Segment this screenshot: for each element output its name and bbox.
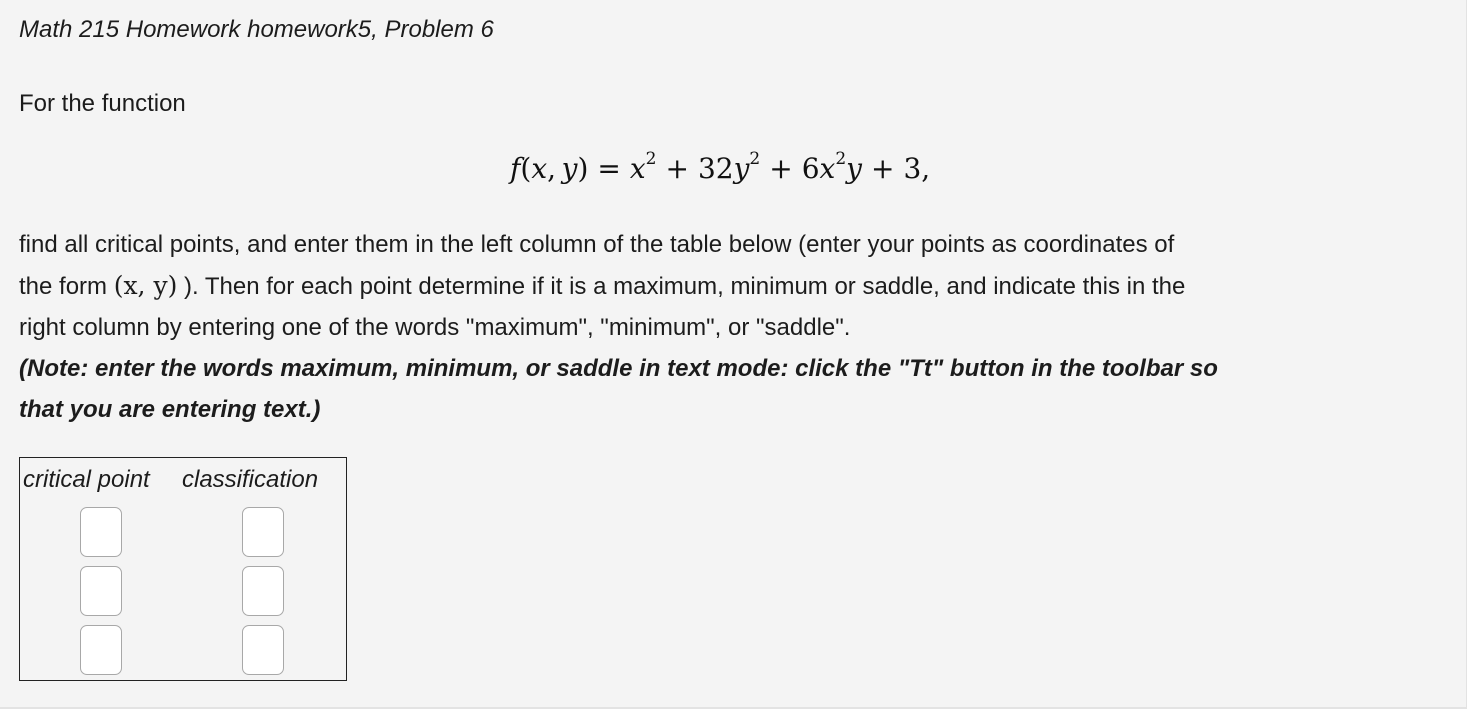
- critical-point-input-2[interactable]: [80, 566, 122, 616]
- note-line-2: that you are entering text.): [19, 396, 321, 423]
- note-line-1: (Note: enter the words maximum, minimum, or saddle in text mode: click the "Tt" button in the toolbar so: [19, 355, 1218, 382]
- instructions-line-3: right column by entering one of the words "maximum", "minimum", or "saddle".: [19, 314, 851, 341]
- instructions-line-1: find all critical points, and enter them in the left column of the table below (enter your points as coordinates of: [19, 231, 1175, 258]
- instructions: [19, 224, 1449, 430]
- function-formula: f(x, $y) = x^2 + 32y^2 + 6x^2y + 3$,: [510, 149, 931, 185]
- classification-input-1[interactable]: [242, 507, 284, 557]
- classification-input-3[interactable]: [242, 625, 284, 675]
- column-header-critical-point: critical point: [23, 466, 150, 493]
- critical-point-input-1[interactable]: [80, 507, 122, 557]
- intro-text: For the function: [19, 90, 186, 117]
- point-notation: (x, y): [113, 271, 178, 300]
- problem-title: Math 215 Homework homework5, Problem 6: [19, 16, 494, 43]
- classification-input-2[interactable]: [242, 566, 284, 616]
- answer-table: [19, 457, 347, 681]
- column-header-classification: classification: [182, 466, 319, 493]
- instructions-line-2: the form (x, y) ). Then for each point determine if it is a maximum, minimum or saddle, and indicate this in the: [19, 271, 1186, 300]
- critical-point-input-3[interactable]: [80, 625, 122, 675]
